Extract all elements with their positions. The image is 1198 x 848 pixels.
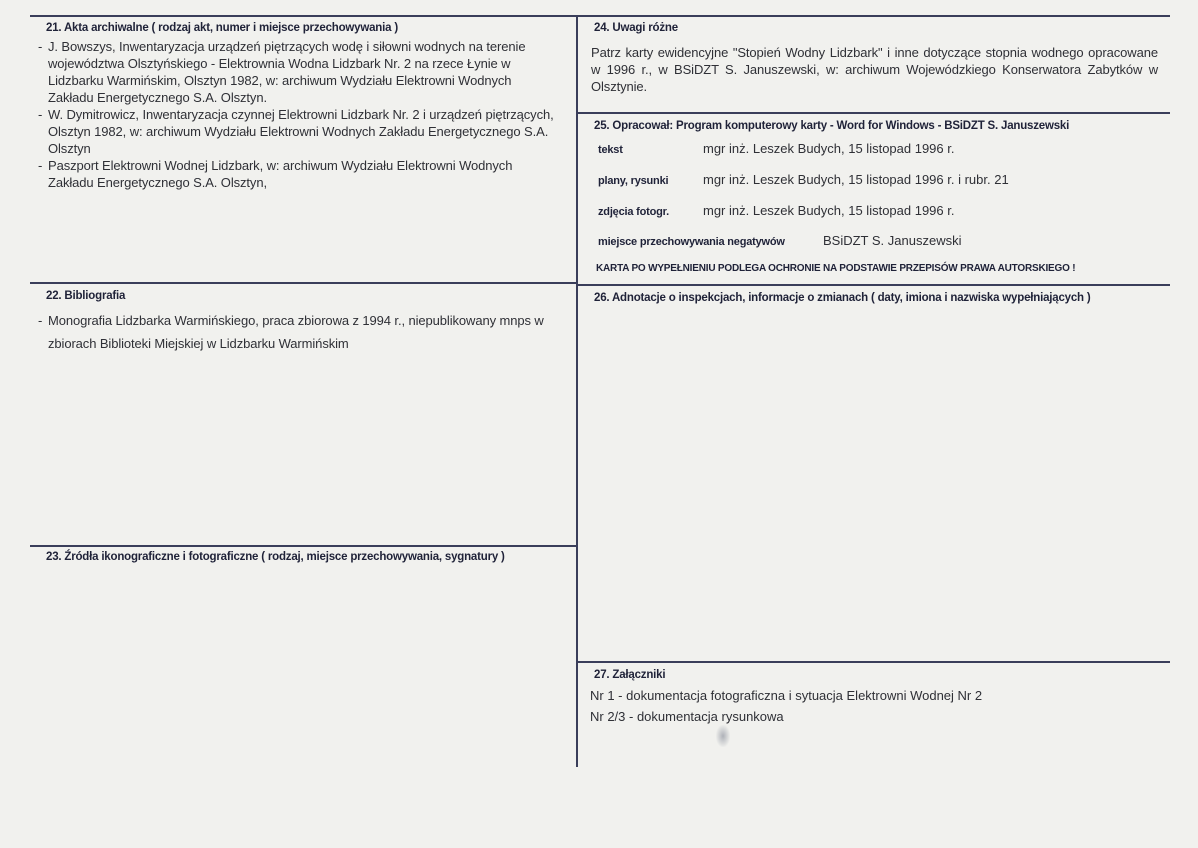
section-24-header: 24. Uwagi różne [594, 22, 678, 34]
section-25-header: 25. Opracował: Program komputerowy karty - Word for Windows - BSiDZT S. Januszewski [594, 120, 1070, 132]
section-21-header: 21. Akta archiwalne ( rodzaj akt, numer i miejsce przechowywania ) [46, 22, 398, 34]
row-label: zdjęcia fotogr. [598, 206, 669, 218]
archive-record-item: - W. Dymitrowicz, Inwentaryzacja czynnej Elektrowni Lidzbark Nr. 2 i urządzeń piętrzących, Olsztyn 1982, w: archiwum Wydziału Elektrowni Wodnych Zakładu Energetycznego S.A. Olsztyn [36, 106, 556, 157]
bibliography-list [36, 309, 546, 355]
row-value: BSiDZT S. Januszewski [823, 233, 962, 248]
row-value: mgr inż. Leszek Budych, 15 listopad 1996 r. [703, 203, 955, 218]
row-label: miejsce przechowywania negatywów [598, 236, 785, 248]
copyright-warning: KARTA PO WYPEŁNIENIU PODLEGA OCHRONIE NA PODSTAWIE PRZEPISÓW PRAWA AUTORSKIEGO ! [596, 263, 1076, 274]
row-label: plany, rysunki [598, 175, 669, 187]
divider-24-25 [577, 112, 1170, 114]
row-value: mgr inż. Leszek Budych, 15 listopad 1996 r. [703, 141, 955, 156]
bibliography-item: - Monografia Lidzbarka Warmińskiego, praca zbiorowa z 1994 r., niepublikowany mnps w zbiorach Biblioteki Miejskiej w Lidzbarku Warmińskim [36, 309, 546, 355]
authors-row-plans [598, 172, 1009, 187]
archive-record-item: - Paszport Elektrowni Wodnej Lidzbark, w: archiwum Wydziału Elektrowni Wodnych Zakładu Energetycznego S.A. Olsztyn, [36, 157, 556, 191]
top-border [30, 15, 1170, 17]
attachment-item: Nr 2/3 - dokumentacja rysunkowa [590, 709, 784, 724]
divider-21-22 [30, 282, 578, 284]
section-24-text: Patrz karty ewidencyjne "Stopień Wodny Lidzbark" i inne dotyczące stopnia wodnego opracowane w 1996 r., w BSiDZT S. Januszewski, w: archiwum Wojewódzkiego Konserwatora Zabytków w Olsztynie. [591, 45, 1158, 94]
section-26-header: 26. Adnotacje o inspekcjach, informacje o zmianach ( daty, imiona i nazwiska wypełniających ) [594, 292, 1091, 304]
archive-records-list [36, 38, 556, 191]
divider-25-26 [577, 284, 1170, 286]
row-value: mgr inż. Leszek Budych, 15 listopad 1996 r. i rubr. 21 [703, 172, 1009, 187]
authors-row-negatives [598, 233, 961, 248]
divider-26-27 [577, 661, 1170, 663]
authors-row-photos [598, 203, 954, 218]
section-21-body [36, 38, 556, 191]
authors-row-text [598, 141, 954, 156]
attachment-item: Nr 1 - dokumentacja fotograficzna i sytuacja Elektrowni Wodnej Nr 2 [590, 688, 983, 703]
center-divider [576, 15, 578, 767]
archive-record-item: - J. Bowszys, Inwentaryzacja urządzeń piętrzących wodę i siłowni wodnych na terenie województwa Olsztyńskiego - Elektrownia Wodna Lidzbark Nr. 2 na rzece Łynie w Lidzbarku Warmińskim, Olsztyn 1982, w: archiwum Wydziału Elektrowni Wodnych Zakładu Energetycznego S.A. Olsztyn. [36, 38, 556, 106]
section-27-header: 27. Załączniki [594, 669, 666, 681]
divider-22-23 [30, 545, 578, 547]
section-23-header: 23. Źródła ikonograficzne i fotograficzne ( rodzaj, miejsce przechowywania, sygnatury ) [46, 551, 505, 563]
section-22-header: 22. Bibliografia [46, 290, 126, 302]
section-22-body [36, 309, 546, 355]
ink-smudge [716, 725, 730, 747]
row-label: tekst [598, 144, 623, 156]
